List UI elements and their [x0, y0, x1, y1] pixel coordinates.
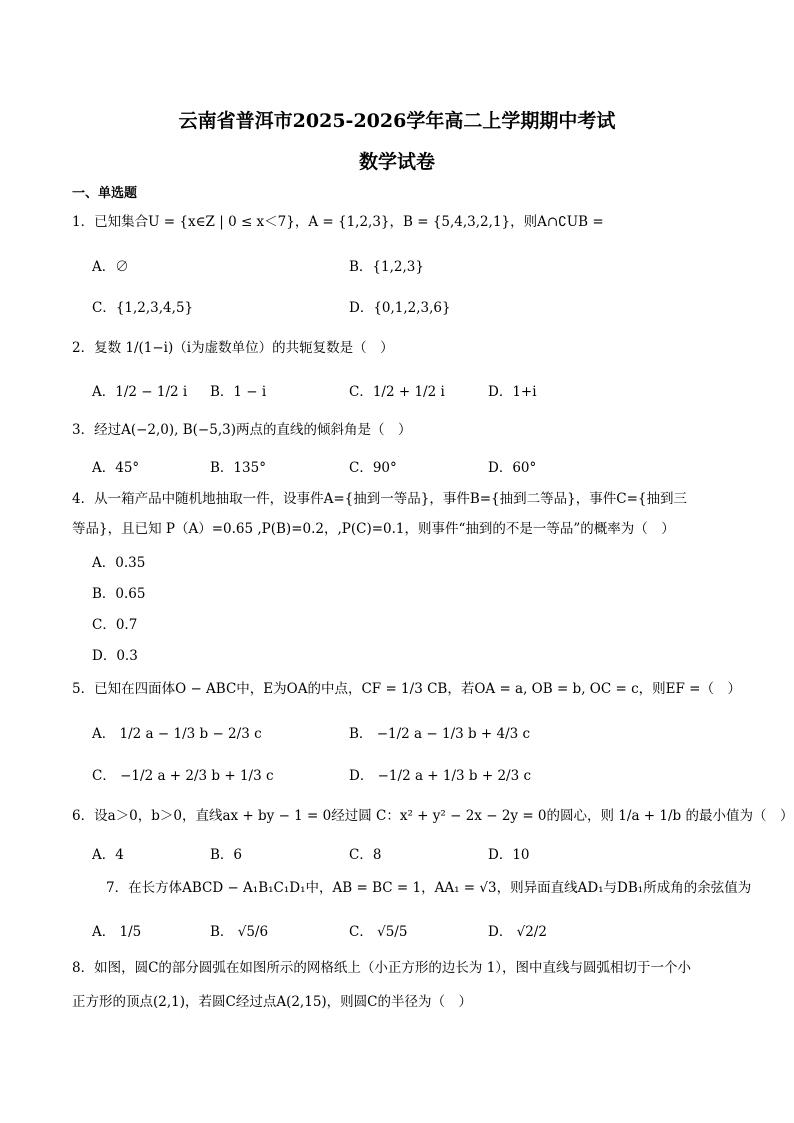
question-4-stem-line-2: 等品}，且已知 P（A）=0.65 ,P(B)=0.2，,P(C)=0.1，则事件“抽到的不是一等品”的概率为（ ） — [72, 521, 675, 537]
question-8-stem-line-1: 8．如图，圆C的部分圆弧在如图所示的网格纸上（小正方形的边长为 1），图中直线与圆弧相切于一个小 — [72, 960, 692, 976]
question-5-stem: 5．已知在四面体O − ABC中，E为OA的中点，CF = 1/3 CB，若OA = a, OB = b, OC = c，则EF =（ ） — [72, 681, 741, 697]
question-2-option-d: D．1+i — [488, 384, 537, 400]
question-1-option-a: A．∅ — [92, 259, 129, 275]
question-4-option-a: A．0.35 — [92, 555, 146, 571]
question-3-stem: 3．经过A(−2,0), B(−5,3)两点的直线的倾斜角是（ ） — [72, 422, 412, 438]
question-5-option-b: B． −1/2 a − 1/3 b + 4/3 c — [349, 726, 531, 742]
question-3-option-b: B．135° — [210, 460, 266, 476]
question-5-option-a: A． 1/2 a − 1/3 b − 2/3 c — [92, 726, 262, 742]
question-2-option-c: C．1/2 + 1/2 i — [349, 384, 445, 400]
question-2-option-b: B．1 − i — [210, 384, 267, 400]
question-3-option-c: C．90° — [349, 460, 397, 476]
question-7-option-c: C． √5/5 — [349, 924, 408, 940]
question-4-option-d: D．0.3 — [92, 648, 138, 664]
question-2-option-a: A．1/2 − 1/2 i — [92, 384, 188, 400]
question-1-option-b: B．{1,2,3} — [349, 259, 424, 275]
question-6-option-d: D．10 — [488, 847, 530, 863]
question-6-option-b: B．6 — [210, 847, 243, 863]
question-4-stem-line-1: 4．从一箱产品中随机地抽取一件，设事件A={抽到一等品}，事件B={抽到二等品}，事件C={抽到三 — [72, 491, 687, 507]
question-7-option-b: B． √5/6 — [210, 924, 269, 940]
question-3-option-d: D．60° — [488, 460, 537, 476]
question-6-option-a: A．4 — [92, 847, 124, 863]
question-1-stem: 1．已知集合U = {x∈Z | 0 ≤ x＜7}，A = {1,2,3}，B = {5,4,3,2,1}，则A∩∁UB = — [72, 214, 604, 230]
question-1-option-d: D．{0,1,2,3,6} — [349, 300, 451, 316]
question-5-option-c: C． −1/2 a + 2/3 b + 1/3 c — [92, 768, 274, 784]
question-7-option-a: A． 1/5 — [92, 924, 142, 940]
question-2-stem: 2．复数 1/(1−i)（i为虚数单位）的共轭复数是（ ） — [72, 340, 394, 356]
question-4-option-c: C．0.7 — [92, 617, 138, 633]
question-1-option-c: C．{1,2,3,4,5} — [92, 300, 194, 316]
question-7-option-d: D． √2/2 — [488, 924, 547, 940]
question-6-stem: 6．设a＞0，b＞0，直线ax + by − 1 = 0经过圆 C：x² + y² − 2x − 2y = 0的圆心，则 1/a + 1/b 的最小值为（ ） — [72, 808, 794, 824]
question-5-option-d: D． −1/2 a + 1/3 b + 2/3 c — [349, 768, 532, 784]
section-heading: 一、单选题 — [72, 186, 138, 201]
question-4-option-b: B．0.65 — [92, 586, 146, 602]
question-6-option-c: C．8 — [349, 847, 382, 863]
page-subtitle: 数学试卷 — [358, 151, 435, 173]
question-7-stem: 7．在长方体ABCD − A₁B₁C₁D₁中，AB = BC = 1，AA₁ = √3，则异面直线AD₁与DB₁所成角的余弦值为 — [106, 880, 752, 896]
question-8-stem-line-2: 正方形的顶点(2,1)，若圆C经过点A(2,15)，则圆C的半径为（ ） — [72, 994, 473, 1010]
question-3-option-a: A．45° — [92, 460, 140, 476]
page-title: 云南省普洱市2025-2026学年高二上学期期中考试 — [178, 110, 616, 132]
